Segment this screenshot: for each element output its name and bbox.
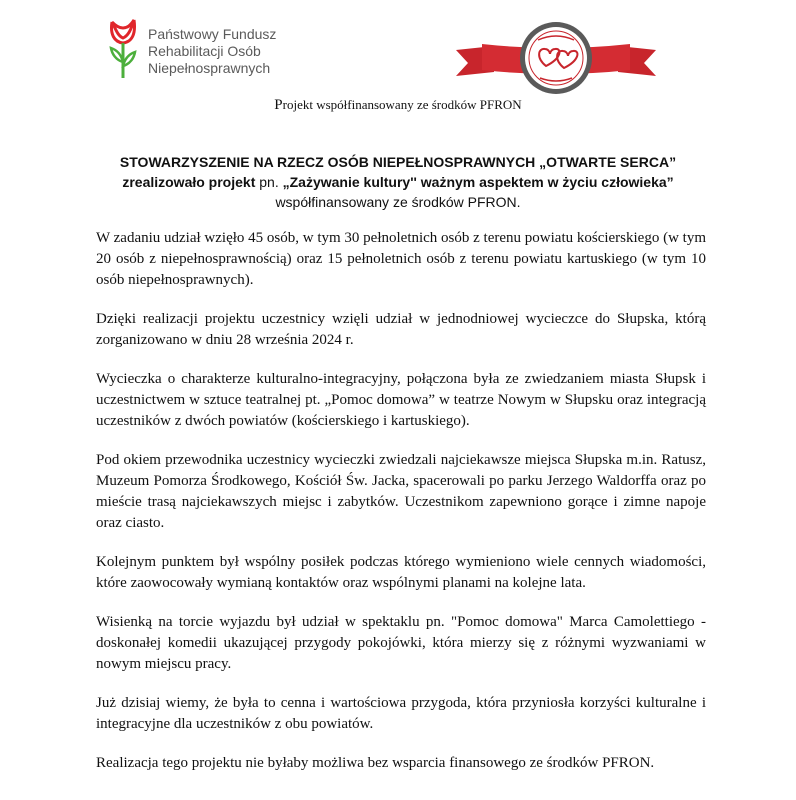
tulip-icon (106, 16, 140, 82)
heading-line-3: współfinansowany ze środków PFRON. (275, 194, 521, 210)
paragraph-trip: Dzięki realizacji projektu uczestnicy wzięli udział w jednodniowej wycieczce do Słupska, którą zorganizowano w dniu 28 września 2024 r. (96, 311, 706, 348)
paragraph-meal: Kolejnym punktem był wspólny posiłek podczas którego wymieniono wiele cennych wiadomości, które zaowocowały wymianą kontaktów oraz wspólnymi planami na kolejne lata. (96, 554, 706, 591)
paragraph-character: Wycieczka o charakterze kulturalno-integracyjny, połączona była ze zwiedzaniem miasta Słupsk i uczestnictwem w sztuce teatralnej pt. „Pomoc domowa” w teatrze Nowym w Słupsku oraz integracją uczestników z dwóch powiatów (kościerskiego i kartuskiego). (96, 371, 706, 429)
heading-line-2-pn: pn. (255, 174, 283, 190)
heading-project-title: „Zażywanie kultury'' ważnym aspektem w życiu człowieka” (282, 174, 674, 190)
pfron-logo-line-1: Państwowy Fundusz (148, 26, 277, 42)
paragraph-participants: W zadaniu udział wzięło 45 osób, w tym 30 pełnoletnich osób z terenu powiatu kościerskiego (w tym 20 osób z niepełnosprawnością) oraz 15 pełnoletnich osób z terenu powiatu kartuskiego (w tym 10 osób niepełnosprawnych). (96, 230, 706, 288)
paragraph-funding: Realizacja tego projektu nie byłaby możliwa bez wsparcia finansowego ze środków PFRON. (96, 755, 655, 771)
pfron-logo-line-3: Niepełnosprawnych (148, 60, 271, 76)
heading-line-1: STOWARZYSZENIE NA RZECZ OSÓB NIEPEŁNOSPRAWNYCH „OTWARTE SERCA” (119, 154, 677, 170)
pfron-logo (106, 16, 286, 86)
heading-line-2-prefix: zrealizowało projekt (122, 174, 256, 190)
paragraph-summary: Już dzisiaj wiemy, że była to cenna i wartościowa przygoda, która przyniosła korzyści kulturalne i integracyjne dla uczestników z obu powiatów. (96, 695, 706, 732)
article-body (96, 228, 706, 792)
cofinanced-note (0, 97, 796, 114)
announcement-heading (60, 152, 736, 212)
paragraph-play: Wisienką na torcie wyjazdu był udział w spektaklu pn. "Pomoc domowa" Marca Camolettiego - doskonałej komedii ukazującej przygody pokojówki, która mierzy się z różnymi wyzwaniami w nowym miejscu pracy. (96, 614, 706, 672)
pfron-logo-text (148, 26, 276, 77)
paragraph-sightseeing: Pod okiem przewodnika uczestnicy wycieczki zwiedzali najciekawsze miejsca Słupska m.in. Ratusz, Muzeum Pomorza Środkowego, Kościół Św. Jacka, spacerowali po parku Jerzego Waldorffa oraz po mieście trasą najciekawszych miejsc i zabytków. Uczestnikom zapewniono gorące i zimne napoje oraz ciasto. (96, 452, 706, 531)
cofinanced-text: rojekt współfinansowany ze środków PFRON (282, 97, 522, 112)
pfron-logo-line-2: Rehabilitacji Osób (148, 43, 261, 59)
cofinanced-initial: P (274, 97, 283, 113)
otwarte-serca-logo (452, 14, 660, 96)
